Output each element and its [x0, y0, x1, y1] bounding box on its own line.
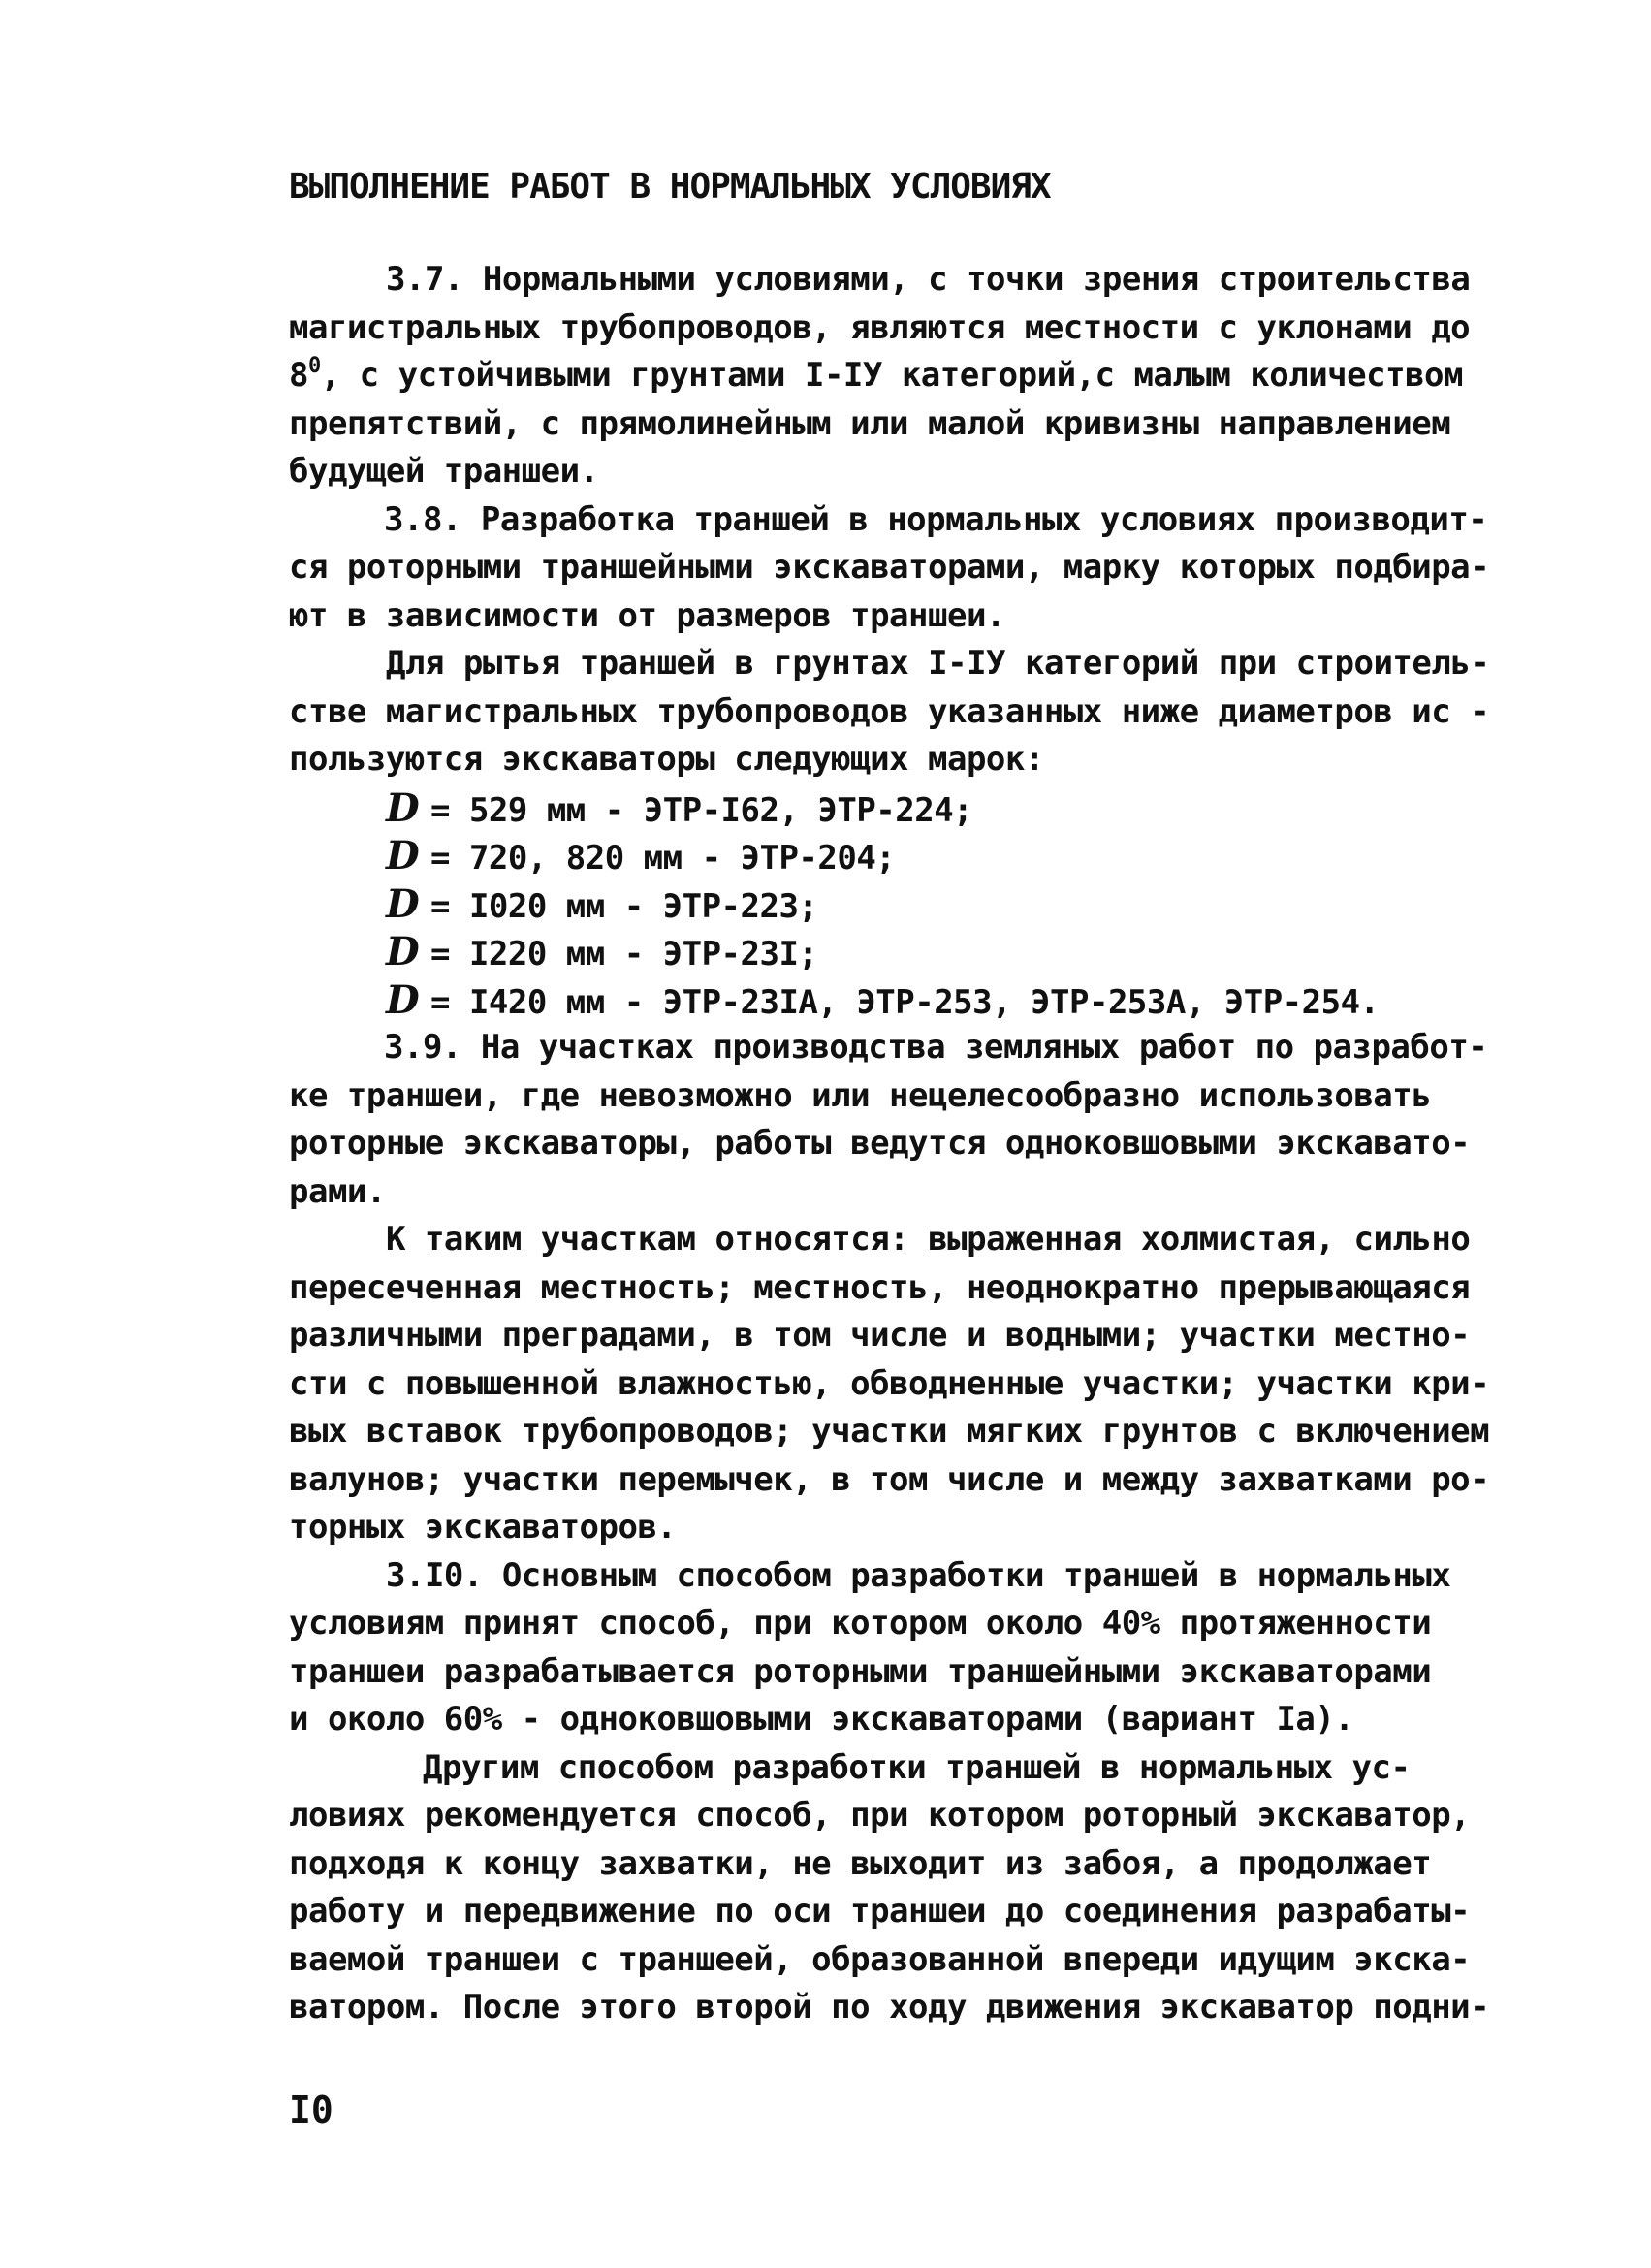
paragraph-3-10: [289, 1552, 1530, 2032]
text-line: рами.: [289, 1171, 386, 1211]
formula-line: [289, 880, 1530, 929]
document-body: [289, 256, 1530, 2032]
formula-text: = I020 мм - ЭТР-223;: [430, 886, 818, 926]
text-line: ваемой траншеи с траншеей, образованной впереди идущим экска-: [289, 1939, 1471, 1979]
text-line: и около 60% - одноковшовыми экскаваторами (вариант Iа).: [289, 1700, 1354, 1739]
paragraph-3-8: [289, 496, 1530, 784]
text-line: пересеченная местность; местность, неоднократно прерывающаяся: [289, 1267, 1471, 1307]
text-line: [289, 352, 1530, 400]
formula-text: = I220 мм - ЭТР-23I;: [430, 935, 818, 974]
text-line: различными преградами, в том числе и водными; участки местно-: [289, 1316, 1471, 1355]
text-line: роторные экскаваторы, работы ведутся одноковшовыми экскавато-: [289, 1124, 1471, 1163]
formula-line: [289, 784, 1530, 833]
text-line: 3.I0. Основным способом разработки траншей в нормальных: [386, 1555, 1451, 1595]
diameter-symbol: D: [386, 880, 420, 927]
text-line: сти с повышенной влажностью, обводненные участки; участки кри-: [289, 1363, 1490, 1403]
text-line: условиям принят способ, при котором около 40% протяженности: [289, 1604, 1432, 1643]
text-line: К таким участкам относятся: выраженная холмистая, сильно: [386, 1220, 1471, 1259]
text-line: торных экскаваторов.: [289, 1508, 677, 1547]
text-line: стве магистральных трубопроводов указанных ниже диаметров ис -: [289, 691, 1490, 731]
diameter-symbol: D: [386, 784, 420, 831]
text-line: подходя к концу захватки, не выходит из забоя, а продолжает: [289, 1843, 1432, 1883]
page-number: I0: [289, 2089, 333, 2131]
diameter-symbol: D: [386, 976, 420, 1023]
text-line: препятствий, с прямолинейным или малой кривизны направлением: [289, 403, 1451, 443]
text-line: ватором. После этого второй по ходу движения экскаватор подни-: [289, 1988, 1490, 2027]
text-line: ке траншеи, где невозможно или нецелесообразно использовать: [289, 1075, 1432, 1115]
text-line: магистральных трубопроводов, являются местности с уклонами до: [289, 307, 1471, 347]
text-line: ловиях рекомендуется способ, при котором роторный экскаватор,: [289, 1796, 1471, 1835]
formula-line: [289, 832, 1530, 880]
text-span: 8: [289, 356, 308, 395]
excavator-list: [289, 784, 1530, 1025]
text-line: вых вставок трубопроводов; участки мягких грунтов с включением: [289, 1412, 1490, 1451]
text-line: 3.7. Нормальными условиями, с точки зрения строительства: [386, 260, 1471, 299]
text-line: 3.9. На участках производства земляных работ по разработ-: [384, 1028, 1488, 1067]
formula-text: = I420 мм - ЭТР-23IА, ЭТР-253, ЭТР-253А, ЭТР-254.: [430, 982, 1380, 1022]
formula-text: = 529 мм - ЭТР-I62, ЭТР-224;: [430, 790, 973, 830]
text-line: ся роторными траншейными экскаваторами, марку которых подбира-: [289, 548, 1490, 587]
section-heading: ВЫПОЛНЕНИЕ РАБОТ В НОРМАЛЬНЫХ УСЛОВИЯХ: [289, 167, 1051, 207]
text-line: пользуются экскаваторы следующих марок:: [289, 740, 1044, 779]
text-line: Для рытья траншей в грунтах I-IУ категорий при строитель-: [386, 644, 1490, 683]
formula-text: = 720, 820 мм - ЭТР-204;: [430, 839, 896, 878]
diameter-symbol: D: [386, 833, 420, 878]
paragraph-3-9: [289, 1024, 1530, 1552]
text-span: , с устойчивыми грунтами I-IУ категорий,с малым количеством: [320, 356, 1463, 395]
formula-line: [289, 928, 1530, 976]
text-line: траншеи разрабатывается роторными траншейными экскаваторами: [289, 1651, 1432, 1691]
text-line: валунов; участки перемычек, в том числе и между захватками ро-: [289, 1459, 1490, 1499]
diameter-symbol: D: [386, 929, 420, 974]
formula-line: [289, 976, 1530, 1025]
text-line: будущей траншеи.: [289, 452, 599, 491]
degree-superscript: 0: [307, 354, 321, 378]
text-line: ют в зависимости от размеров траншеи.: [289, 595, 1005, 635]
text-line: 3.8. Разработка траншей в нормальных условиях производит-: [384, 499, 1488, 539]
text-line: Другим способом разработки траншей в нормальных ус-: [423, 1747, 1411, 1787]
paragraph-3-7: [289, 256, 1530, 496]
text-line: работу и передвижение по оси траншеи до соединения разрабаты-: [289, 1892, 1471, 1931]
